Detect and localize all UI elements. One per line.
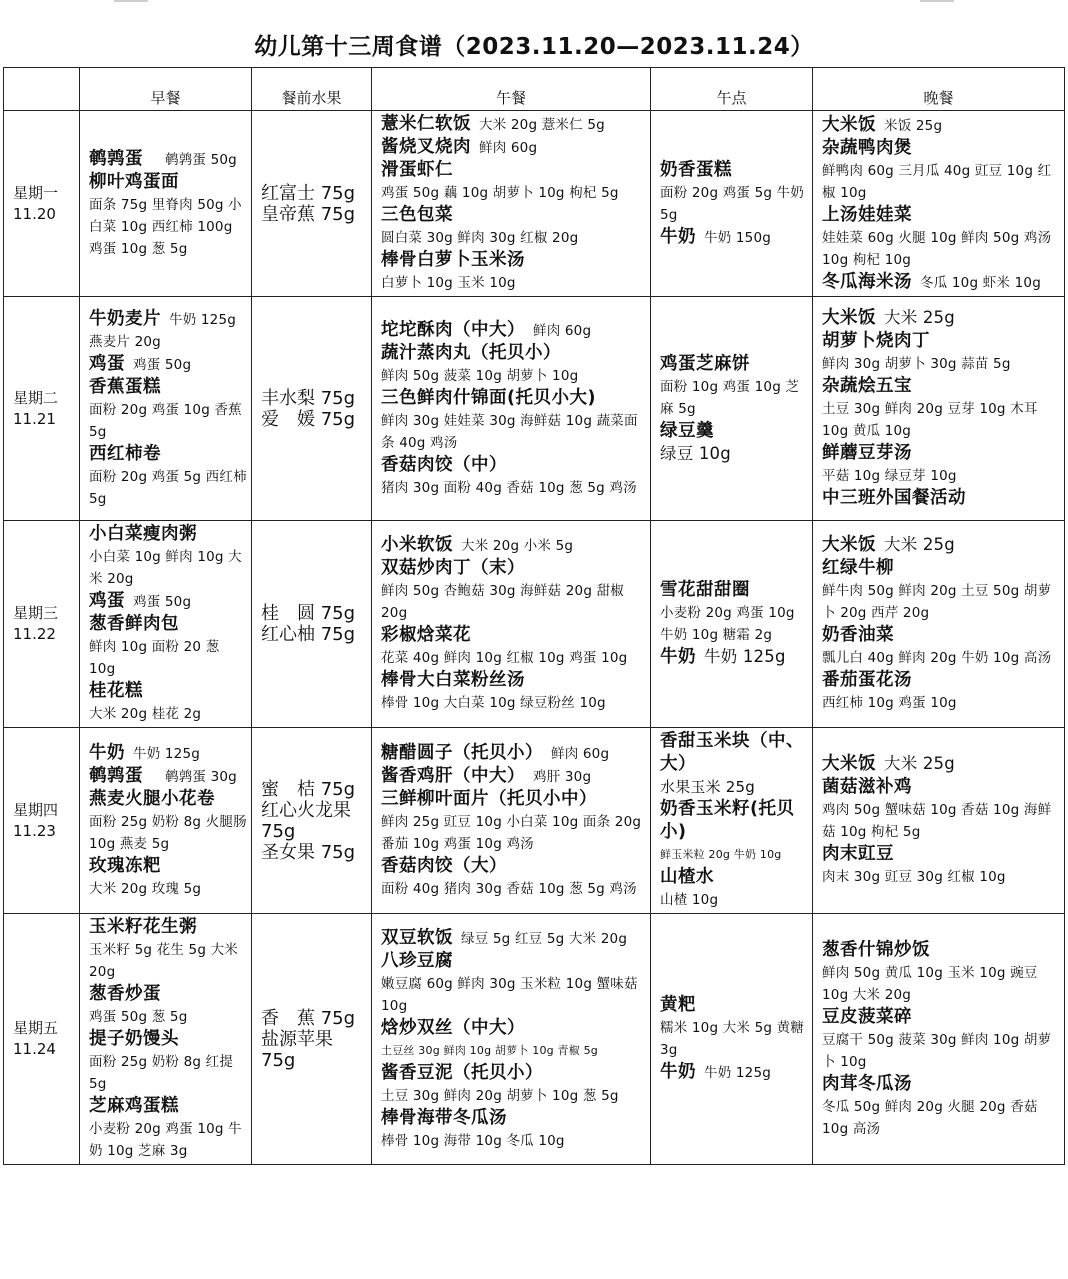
breakfast-dish <box>89 443 247 510</box>
lunch-ingredients: 棒骨 10g 大白菜 10g 绿豆粉丝 10g <box>381 695 606 711</box>
lunch-dish <box>381 387 646 454</box>
dinner-dish-name: 中三班外国餐活动 <box>822 488 966 508</box>
lunch-dish-name: 双菇炒肉丁（末） <box>381 558 525 578</box>
snack-dish-name: 香甜玉米块（中、大） <box>660 731 804 774</box>
fruit-item: 红心柚 75g <box>261 624 356 645</box>
breakfast-ingredients: 小白菜 10g 鲜肉 10g 大米 20g <box>89 549 242 587</box>
snack-ingredients: 糯米 10g 大米 5g 黄糖 3g <box>660 1020 805 1058</box>
dinner-dish-name: 肉末豇豆 <box>822 844 894 864</box>
breakfast-dish-name: 葱香鲜肉包 <box>89 614 179 634</box>
lunch-dish <box>381 788 646 855</box>
breakfast-dish-name: 西红柿卷 <box>89 443 161 464</box>
lunch-cell <box>372 914 651 1165</box>
breakfast-dish-name: 葱香炒蛋 <box>89 984 161 1004</box>
breakfast-dish-name: 鹌鹑蛋 <box>89 765 143 786</box>
top-rule-left <box>114 0 148 2</box>
dinner-dish-name: 大米饭 <box>822 114 876 135</box>
dinner-ingredients: 米饭 25g <box>884 117 943 134</box>
breakfast-dish <box>89 680 247 725</box>
breakfast-cell <box>80 111 252 297</box>
lunch-ingredients: 鸡肝 30g <box>533 768 592 785</box>
breakfast-dish <box>89 788 247 855</box>
lunch-ingredients: 棒骨 10g 海带 10g 冬瓜 10g <box>381 1132 565 1149</box>
snack-cell <box>651 521 813 728</box>
breakfast-ingredients: 面粉 20g 鸡蛋 10g 香蕉 5g <box>89 401 242 440</box>
header-breakfast: 早餐 <box>80 68 252 111</box>
breakfast-ingredients: 面粉 25g 奶粉 8g 火腿肠 10g 燕麦 5g <box>89 813 247 852</box>
date: 11.20 <box>13 204 56 223</box>
breakfast-ingredients: 鸡蛋 50g <box>133 594 192 610</box>
lunch-dish-name: 三鲜柳叶面片（托贝小中） <box>381 788 597 809</box>
dinner-dish-name: 胡萝卜烧肉丁 <box>822 331 930 351</box>
dinner-ingredients: 大米 25g <box>884 535 955 554</box>
lunch-dish <box>381 557 646 624</box>
dinner-dish <box>822 487 1060 510</box>
lunch-ingredients: 鸡蛋 50g 藕 10g 胡萝卜 10g 枸杞 5g <box>381 185 619 201</box>
breakfast-dish <box>89 523 247 590</box>
day-label <box>4 297 80 521</box>
dinner-dish-name: 红绿牛柳 <box>822 558 894 578</box>
lunch-dish-name: 棒骨白萝卜玉米汤 <box>381 250 525 270</box>
breakfast-dish <box>89 353 247 376</box>
breakfast-ingredients: 面条 75g 里脊肉 50g 小白菜 10g 西红柿 100g 鸡蛋 10g 葱 5g <box>89 196 242 257</box>
dinner-ingredients: 肉末 30g 豇豆 30g 红椒 10g <box>822 869 1006 885</box>
dinner-dish-name: 上汤娃娃菜 <box>822 204 912 225</box>
day-row <box>4 914 1065 1165</box>
lunch-dish-name: 薏米仁软饭 <box>381 114 471 134</box>
breakfast-dish-name: 玉米籽花生粥 <box>89 917 197 937</box>
dinner-ingredients: 大米 25g <box>884 308 955 327</box>
snack-dish <box>660 226 808 249</box>
date: 11.23 <box>13 821 56 840</box>
lunch-dish <box>381 159 646 204</box>
dinner-ingredients: 豆腐干 50g 菠菜 30g 鲜肉 10g 胡萝卜 10g <box>822 1031 1052 1070</box>
breakfast-ingredients: 玉米籽 5g 花生 5g 大米 20g <box>89 942 238 980</box>
top-rule-right <box>920 0 954 2</box>
dinner-dish <box>822 939 1060 1006</box>
dinner-dish <box>822 534 1060 557</box>
dinner-dish-name: 冬瓜海米汤 <box>822 271 912 292</box>
snack-ingredients: 牛奶 125g <box>704 647 786 666</box>
lunch-dish <box>381 742 646 765</box>
lunch-dish <box>381 319 646 342</box>
dinner-dish <box>822 1073 1060 1140</box>
dinner-ingredients: 鲜鸭肉 60g 三月瓜 40g 豇豆 10g 红椒 10g <box>822 162 1052 201</box>
snack-ingredients: 鲜玉米粒 20g 牛奶 10g <box>660 848 782 861</box>
breakfast-dish <box>89 148 247 171</box>
breakfast-ingredients: 鹌鹑蛋 50g <box>165 151 237 168</box>
breakfast-dish-name: 牛奶麦片 <box>89 308 161 329</box>
dinner-dish-name: 葱香什锦炒饭 <box>822 939 930 960</box>
breakfast-ingredients: 面粉 20g 鸡蛋 5g 西红柿 5g <box>89 468 247 507</box>
fruit-item: 蜜 桔 75g <box>261 778 356 800</box>
snack-ingredients: 水果玉米 25g <box>660 778 755 796</box>
dinner-ingredients: 娃娃菜 60g 火腿 10g 鲜肉 50g 鸡汤 10g 枸杞 10g <box>822 229 1052 268</box>
lunch-dish-name: 酱香豆泥（托贝小） <box>381 1062 543 1083</box>
lunch-dish <box>381 1017 646 1062</box>
snack-dish <box>660 994 808 1061</box>
breakfast-cell <box>80 728 252 914</box>
fruit-cell <box>252 728 372 914</box>
dinner-dish <box>822 442 1060 487</box>
breakfast-ingredients: 鸡蛋 50g 葱 5g <box>89 1009 188 1025</box>
lunch-ingredients: 土豆 30g 鲜肉 20g 胡萝卜 10g 葱 5g <box>381 1087 619 1104</box>
lunch-dish-name: 三色鲜肉什锦面(托贝小大) <box>381 387 596 408</box>
lunch-dish <box>381 204 646 249</box>
snack-ingredients: 牛奶 125g <box>704 1065 772 1081</box>
lunch-dish-name: 棒骨海带冬瓜汤 <box>381 1107 507 1128</box>
day-row <box>4 728 1065 914</box>
snack-dish <box>660 420 808 465</box>
dinner-dish <box>822 330 1060 375</box>
fruit-item: 桂 圆 75g <box>261 603 356 624</box>
dinner-ingredients: 瓢儿白 40g 鲜肉 20g 牛奶 10g 高汤 <box>822 650 1052 666</box>
breakfast-ingredients: 大米 20g 玫瑰 5g <box>89 880 202 897</box>
dinner-dish <box>822 375 1060 442</box>
fruit-item: 盐源苹果 75g <box>261 1028 333 1071</box>
snack-dish-name: 黄粑 <box>660 995 696 1015</box>
snack-ingredients: 牛奶 150g <box>704 229 772 246</box>
breakfast-ingredients: 小麦粉 20g 鸡蛋 10g 牛奶 10g 芝麻 3g <box>89 1121 242 1159</box>
lunch-dish-name: 双豆软饭 <box>381 927 453 948</box>
snack-ingredients: 小麦粉 20g 鸡蛋 10g 牛奶 10g 糖霜 2g <box>660 605 795 643</box>
breakfast-dish <box>89 1095 247 1162</box>
snack-dish-name: 牛奶 <box>660 1062 696 1082</box>
dinner-dish-name: 杂蔬鸭肉煲 <box>822 137 912 158</box>
breakfast-ingredients: 鲜肉 10g 面粉 20 葱 10g <box>89 639 220 677</box>
snack-ingredients: 山楂 10g <box>660 892 719 908</box>
breakfast-ingredients: 面粉 25g 奶粉 8g 红提 5g <box>89 1054 234 1092</box>
lunch-ingredients: 鲜肉 25g 豇豆 10g 小白菜 10g 面条 20g 番茄 10g 鸡蛋 10g 鸡汤 <box>381 813 642 852</box>
breakfast-cell <box>80 521 252 728</box>
breakfast-dish-name: 柳叶鸡蛋面 <box>89 171 179 192</box>
breakfast-cell <box>80 297 252 521</box>
dinner-ingredients: 大米 25g <box>884 754 955 773</box>
snack-ingredients: 面粉 10g 鸡蛋 10g 芝麻 5g <box>660 378 800 417</box>
dinner-ingredients: 西红柿 10g 鸡蛋 10g <box>822 695 957 711</box>
lunch-dish-name: 酱香鸡肝（中大） <box>381 765 525 786</box>
lunch-ingredients: 猪肉 30g 面粉 40g 香菇 10g 葱 5g 鸡汤 <box>381 479 637 496</box>
lunch-dish <box>381 855 646 900</box>
breakfast-dish <box>89 613 247 680</box>
snack-dish-name: 奶香蛋糕 <box>660 159 732 180</box>
dinner-dish-name: 肉茸冬瓜汤 <box>822 1073 912 1094</box>
lunch-dish-name: 棒骨大白菜粉丝汤 <box>381 670 525 690</box>
snack-dish-name: 绿豆羹 <box>660 420 714 441</box>
header-lunch: 午餐 <box>372 68 651 111</box>
day-label <box>4 111 80 297</box>
lunch-dish-name: 坨坨酥肉（中大） <box>381 319 525 340</box>
snack-cell <box>651 728 813 914</box>
dinner-ingredients: 冬瓜 10g 虾米 10g <box>920 274 1041 291</box>
fruit-cell <box>252 914 372 1165</box>
snack-ingredients: 面粉 20g 鸡蛋 5g 牛奶 5g <box>660 184 805 223</box>
fruit-cell <box>252 521 372 728</box>
day-row <box>4 111 1065 297</box>
dinner-dish <box>822 114 1060 137</box>
weekday: 星期一 <box>13 183 59 202</box>
dinner-dish-name: 番茄蛋花汤 <box>822 670 912 690</box>
lunch-ingredients: 嫩豆腐 60g 鲜肉 30g 玉米粒 10g 蟹味菇 10g <box>381 975 638 1014</box>
weekday: 星期五 <box>13 1019 59 1037</box>
lunch-cell <box>372 111 651 297</box>
dinner-ingredients: 鲜肉 30g 胡萝卜 30g 蒜苗 5g <box>822 356 1011 372</box>
page-title: 幼儿第十三周食谱（2023.11.20—2023.11.24） <box>254 34 814 60</box>
lunch-dish <box>381 927 646 950</box>
lunch-ingredients: 面粉 40g 猪肉 30g 香菇 10g 葱 5g 鸡汤 <box>381 880 637 897</box>
fruit-item: 红心火龙果 75g <box>261 799 351 842</box>
breakfast-ingredients: 牛奶 125g <box>169 311 237 328</box>
snack-dish-name: 山楂水 <box>660 867 714 887</box>
lunch-cell <box>372 521 651 728</box>
lunch-dish <box>381 136 646 159</box>
snack-cell <box>651 297 813 521</box>
dinner-ingredients: 鲜牛肉 50g 鲜肉 20g 土豆 50g 胡萝卜 20g 西芹 20g <box>822 583 1052 621</box>
snack-dish-name: 鸡蛋芝麻饼 <box>660 353 750 374</box>
lunch-cell <box>372 728 651 914</box>
fruit-item: 皇帝蕉 75g <box>261 203 356 225</box>
snack-dish <box>660 646 808 669</box>
lunch-ingredients: 鲜肉 30g 娃娃菜 30g 海鲜菇 10g 蔬菜面条 40g 鸡汤 <box>381 412 638 451</box>
dinner-cell <box>813 728 1065 914</box>
date: 11.24 <box>13 1040 56 1058</box>
breakfast-ingredients: 鸡蛋 50g <box>133 356 192 373</box>
lunch-dish-name: 滑蛋虾仁 <box>381 160 453 180</box>
breakfast-ingredients: 大米 20g 桂花 2g <box>89 706 202 722</box>
fruit-item: 丰水梨 75g <box>261 387 356 409</box>
lunch-dish <box>381 1107 646 1152</box>
lunch-ingredients: 大米 20g 小米 5g <box>461 538 574 554</box>
dinner-dish <box>822 557 1060 624</box>
dinner-cell <box>813 297 1065 521</box>
fruit-item: 红富士 75g <box>261 182 356 204</box>
breakfast-dish <box>89 765 247 788</box>
dinner-dish-name: 大米饭 <box>822 535 876 555</box>
lunch-dish-name: 八珍豆腐 <box>381 950 453 971</box>
snack-dish <box>660 579 808 646</box>
dinner-dish <box>822 271 1060 294</box>
fruit-cell <box>252 297 372 521</box>
header-day <box>4 68 80 111</box>
fruit-item: 爱 媛 75g <box>261 408 356 430</box>
dinner-ingredients: 鸡肉 50g 蟹味菇 10g 香菇 10g 海鲜菇 10g 枸杞 5g <box>822 802 1052 840</box>
lunch-dish <box>381 765 646 788</box>
lunch-dish <box>381 1062 646 1107</box>
breakfast-dish <box>89 1028 247 1095</box>
lunch-dish-name: 蔬汁蒸肉丸（托贝小） <box>381 342 561 363</box>
breakfast-dish <box>89 171 247 260</box>
snack-dish-name: 雪花甜甜圈 <box>660 580 750 600</box>
dinner-ingredients: 鲜肉 50g 黄瓜 10g 玉米 10g 豌豆 10g 大米 20g <box>822 964 1038 1003</box>
lunch-dish <box>381 950 646 1017</box>
lunch-cell <box>372 297 651 521</box>
date: 11.21 <box>13 409 56 428</box>
breakfast-dish-name: 鸡蛋 <box>89 353 125 374</box>
breakfast-dish-name: 提子奶馒头 <box>89 1029 179 1049</box>
dinner-cell <box>813 521 1065 728</box>
lunch-dish-name: 香菇肉饺（中） <box>381 454 507 475</box>
breakfast-dish <box>89 983 247 1028</box>
dinner-dish <box>822 776 1060 843</box>
fruit-item: 香 蕉 75g <box>261 1007 356 1029</box>
dinner-dish-name: 奶香油菜 <box>822 625 894 645</box>
lunch-ingredients: 鲜肉 60g <box>479 140 538 156</box>
lunch-dish-name: 三色包菜 <box>381 205 453 225</box>
header-row <box>4 68 1065 111</box>
snack-dish-name: 牛奶 <box>660 647 696 667</box>
lunch-ingredients: 鲜肉 50g 杏鲍菇 30g 海鲜菇 20g 甜椒 20g <box>381 583 624 621</box>
breakfast-dish-name: 牛奶 <box>89 742 125 763</box>
dinner-dish <box>822 753 1060 776</box>
lunch-dish-name: 香菇肉饺（大） <box>381 855 507 876</box>
lunch-dish <box>381 454 646 499</box>
dinner-ingredients: 冬瓜 50g 鲜肉 20g 火腿 20g 香菇 10g 高汤 <box>822 1098 1038 1137</box>
breakfast-dish <box>89 590 247 613</box>
lunch-dish-name: 焓炒双丝（中大） <box>381 1017 525 1038</box>
dinner-dish-name: 鲜蘑豆芽汤 <box>822 443 912 463</box>
dinner-dish-name: 大米饭 <box>822 754 876 774</box>
date: 11.22 <box>13 625 56 643</box>
weekday: 星期二 <box>13 388 59 407</box>
dinner-dish <box>822 624 1060 669</box>
breakfast-dish <box>89 376 247 443</box>
snack-dish-name: 牛奶 <box>660 226 696 247</box>
lunch-dish-name: 酱烧叉烧肉 <box>381 137 471 157</box>
snack-cell <box>651 111 813 297</box>
weekday: 星期四 <box>13 800 59 819</box>
breakfast-dish-name: 芝麻鸡蛋糕 <box>89 1096 179 1116</box>
snack-dish <box>660 798 808 866</box>
lunch-ingredients: 鲜肉 50g 菠菜 10g 胡萝卜 10g <box>381 367 579 384</box>
lunch-dish-name: 糖醋圆子（托贝小） <box>381 742 543 763</box>
day-label <box>4 914 80 1165</box>
lunch-dish <box>381 624 646 669</box>
lunch-ingredients: 花菜 40g 鲜肉 10g 红椒 10g 鸡蛋 10g <box>381 650 628 666</box>
dinner-dish <box>822 204 1060 271</box>
dinner-ingredients: 平菇 10g 绿豆芽 10g <box>822 468 957 484</box>
breakfast-dish-name: 燕麦火腿小花卷 <box>89 788 215 809</box>
day-row <box>4 521 1065 728</box>
breakfast-dish-name: 玫瑰冻粑 <box>89 855 161 876</box>
breakfast-cell <box>80 914 252 1165</box>
weekday: 星期三 <box>13 604 59 622</box>
day-label <box>4 521 80 728</box>
breakfast-dish-name: 桂花糕 <box>89 681 143 701</box>
breakfast-dish <box>89 331 247 353</box>
dinner-dish <box>822 669 1060 714</box>
lunch-ingredients: 鲜肉 60g <box>551 745 610 762</box>
menu-table <box>3 67 1065 1165</box>
dinner-dish-name: 豆皮菠菜碎 <box>822 1006 912 1027</box>
header-fruit: 餐前水果 <box>252 68 372 111</box>
lunch-dish <box>381 113 646 136</box>
snack-ingredients: 绿豆 10g <box>660 443 731 463</box>
lunch-ingredients: 土豆丝 30g 鲜肉 10g 胡萝卜 10g 青椒 5g <box>381 1043 598 1057</box>
snack-dish-name: 奶香玉米籽(托贝小) <box>660 799 795 842</box>
snack-dish <box>660 866 808 911</box>
breakfast-dish-name: 鸡蛋 <box>89 591 125 611</box>
lunch-dish <box>381 534 646 557</box>
dinner-dish <box>822 137 1060 204</box>
lunch-ingredients: 白萝卜 10g 玉米 10g <box>381 275 516 291</box>
breakfast-dish-name: 小白菜瘦肉粥 <box>89 524 197 544</box>
lunch-ingredients: 绿豆 5g 红豆 5g 大米 20g <box>461 930 628 947</box>
dinner-dish-name: 杂蔬烩五宝 <box>822 376 912 396</box>
lunch-dish <box>381 249 646 294</box>
breakfast-ingredients: 牛奶 125g <box>133 745 201 762</box>
dinner-dish-name: 菌菇滋补鸡 <box>822 777 912 797</box>
lunch-ingredients: 鲜肉 60g <box>533 322 592 339</box>
snack-dish <box>660 353 808 420</box>
breakfast-ingredients: 鹌鹑蛋 30g <box>165 768 237 785</box>
lunch-ingredients: 大米 20g 薏米仁 5g <box>479 117 605 133</box>
lunch-dish <box>381 342 646 387</box>
snack-dish <box>660 730 808 798</box>
breakfast-dish <box>89 916 247 983</box>
header-dinner: 晚餐 <box>813 68 1065 111</box>
breakfast-ingredients: 燕麦片 20g <box>89 333 161 350</box>
dinner-dish <box>822 843 1060 888</box>
fruit-item: 圣女果 75g <box>261 841 356 863</box>
dinner-ingredients: 土豆 30g 鲜肉 20g 豆芽 10g 木耳 10g 黄瓜 10g <box>822 401 1038 439</box>
dinner-cell <box>813 111 1065 297</box>
breakfast-dish <box>89 742 247 765</box>
dinner-cell <box>813 914 1065 1165</box>
breakfast-dish <box>89 855 247 900</box>
breakfast-dish <box>89 308 247 331</box>
lunch-dish-name: 彩椒焓菜花 <box>381 625 471 645</box>
breakfast-dish-name: 鹌鹑蛋 <box>89 148 143 169</box>
snack-dish <box>660 159 808 226</box>
snack-dish <box>660 1061 808 1084</box>
dinner-dish-name: 大米饭 <box>822 308 876 328</box>
lunch-ingredients: 圆白菜 30g 鲜肉 30g 红椒 20g <box>381 230 579 246</box>
lunch-dish <box>381 669 646 714</box>
snack-cell <box>651 914 813 1165</box>
breakfast-dish-name: 香蕉蛋糕 <box>89 376 161 397</box>
lunch-dish-name: 小米软饭 <box>381 535 453 555</box>
dinner-dish <box>822 1006 1060 1073</box>
fruit-cell <box>252 111 372 297</box>
day-label <box>4 728 80 914</box>
day-row <box>4 297 1065 521</box>
header-snack: 午点 <box>651 68 813 111</box>
dinner-dish <box>822 307 1060 330</box>
